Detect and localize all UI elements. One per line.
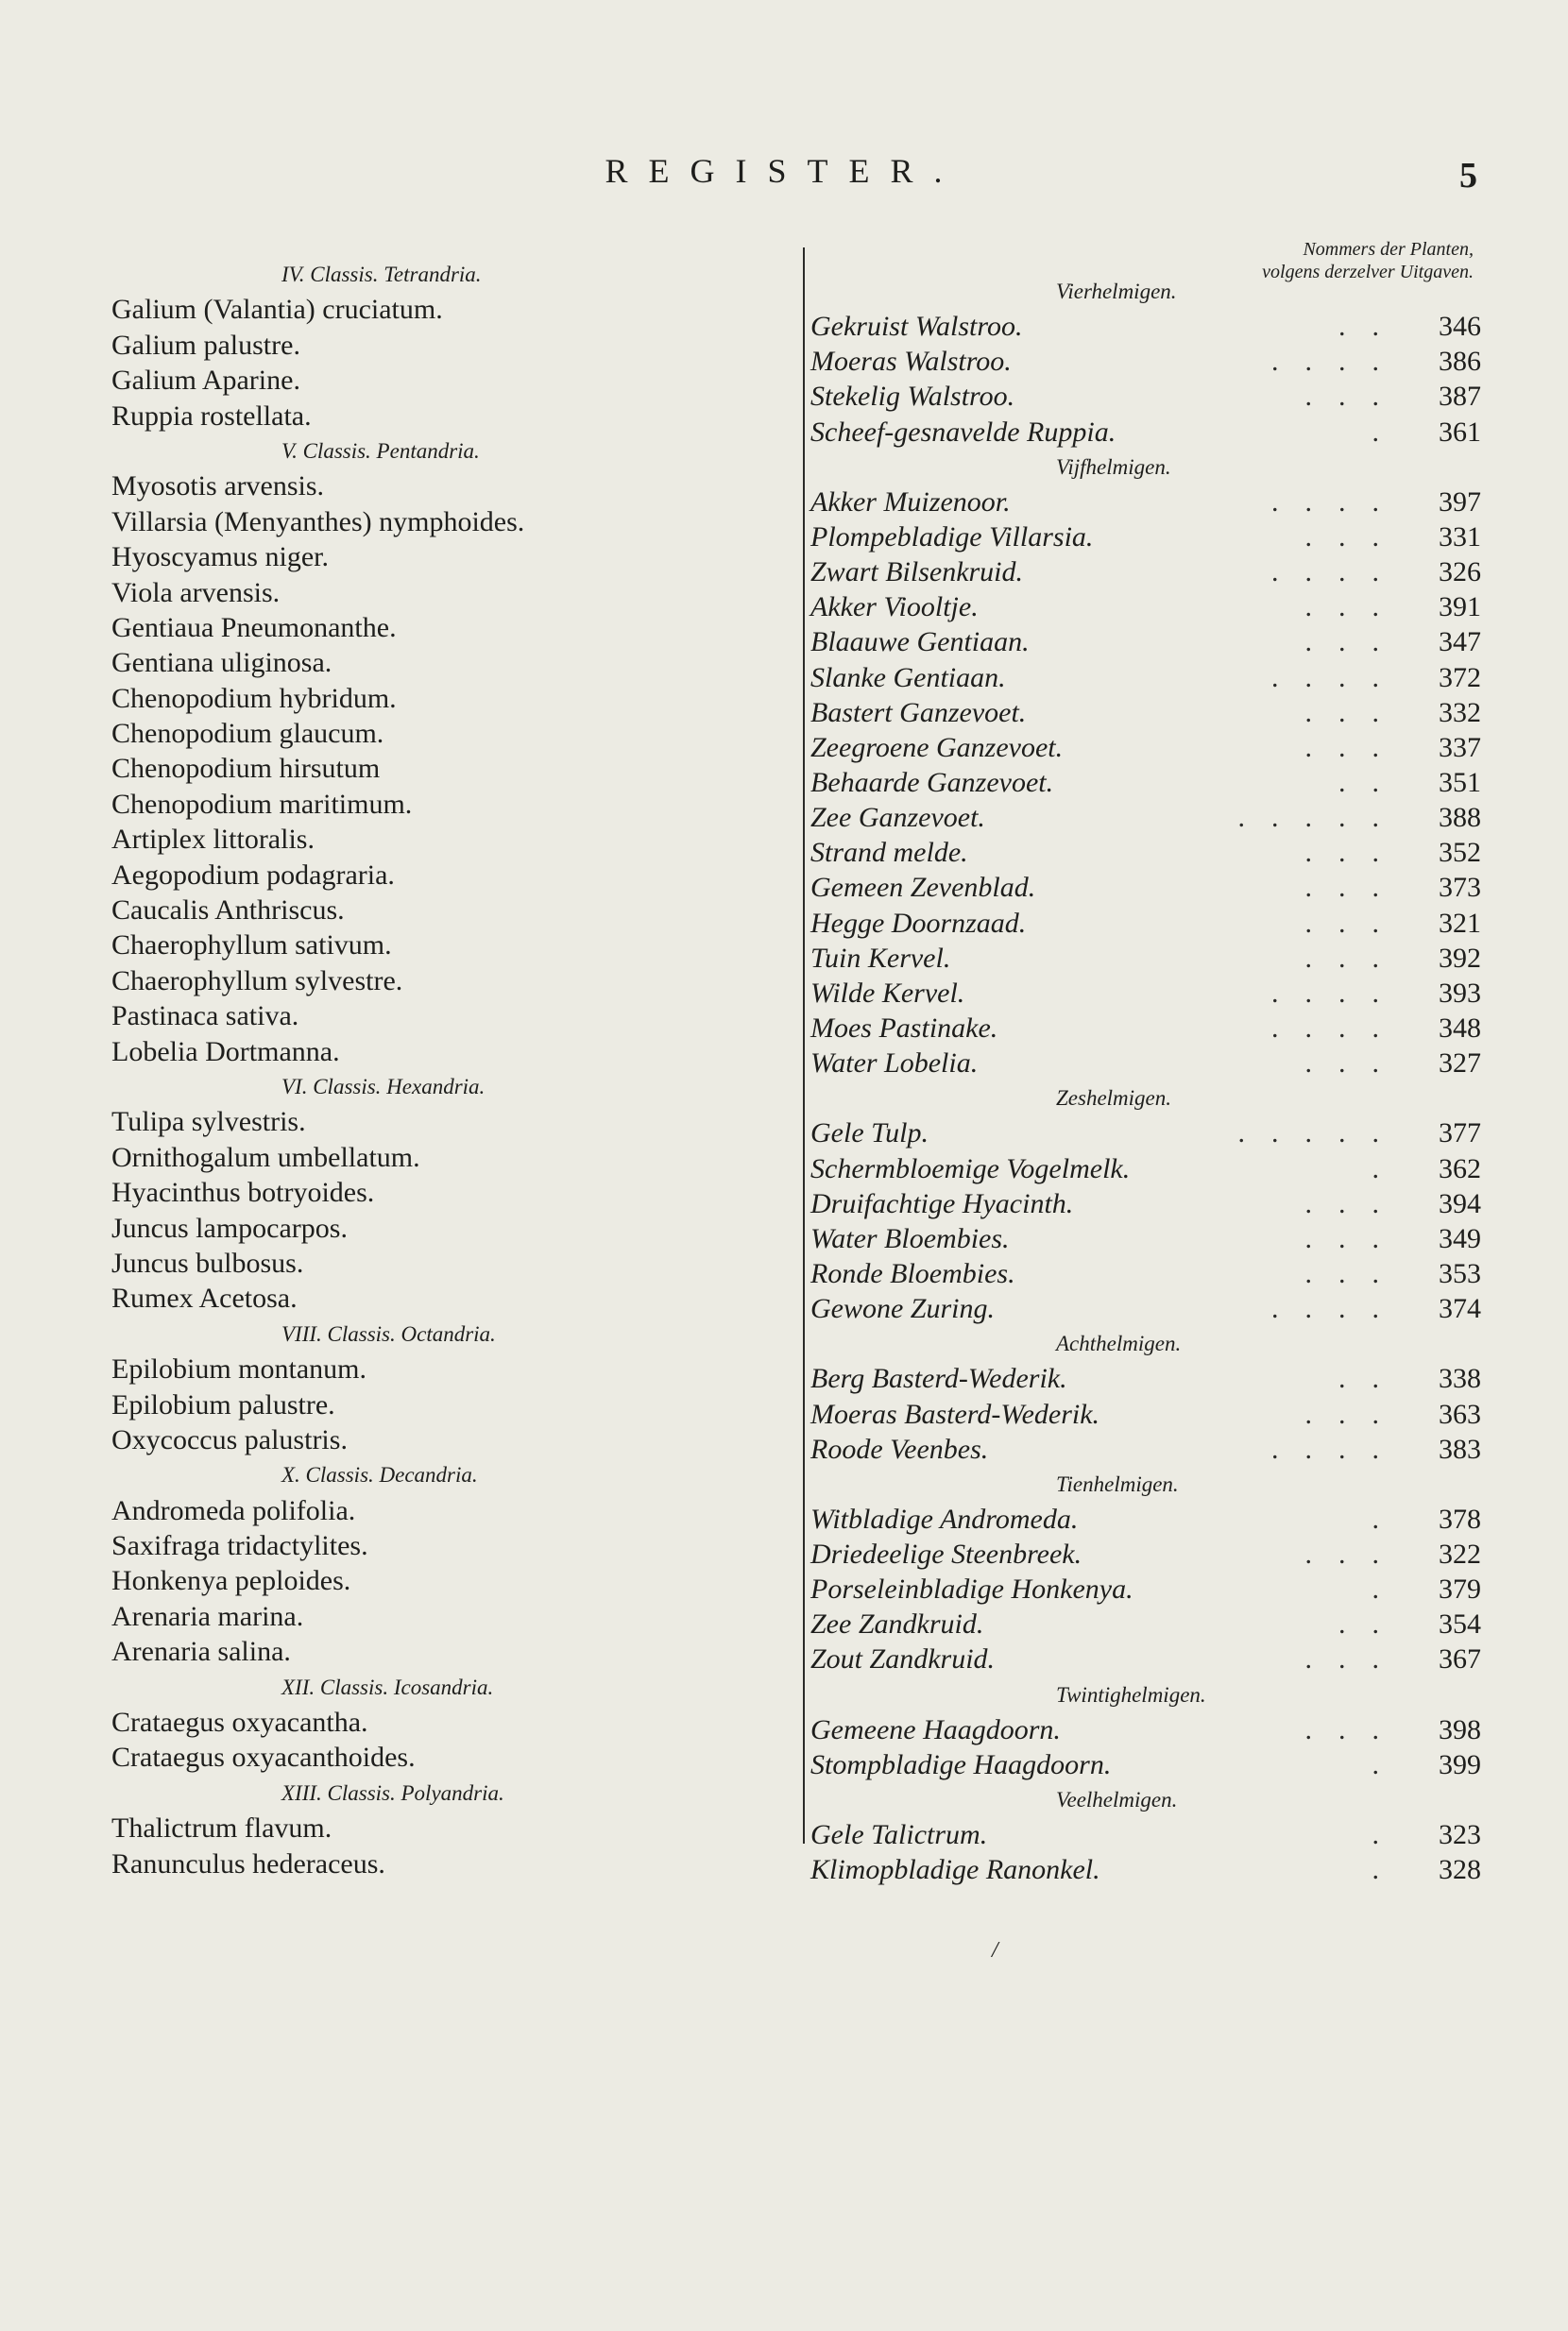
- leader-dots: ...: [1304, 731, 1406, 763]
- dutch-name: Driedeelige Steenbreek.: [810, 1539, 1082, 1571]
- group-heading: [810, 450, 1481, 485]
- plant-number: 391: [1439, 591, 1481, 623]
- list-item: [810, 906, 1481, 941]
- leader-dots: ...: [1304, 907, 1406, 939]
- list-item: [810, 624, 1481, 659]
- dutch-name: Gemeene Haagdoorn.: [810, 1713, 1061, 1745]
- latin-name: Gentiaua Pneumonanthe.: [111, 611, 397, 643]
- latin-name: Crataegus oxyacantha.: [111, 1707, 368, 1739]
- plant-number: 331: [1439, 520, 1481, 553]
- list-item: [111, 1634, 792, 1669]
- plant-number: 353: [1439, 1257, 1481, 1289]
- list-item: [111, 681, 792, 716]
- dutch-name: Witbladige Andromeda.: [810, 1503, 1079, 1535]
- list-item: [810, 554, 1481, 589]
- list-item: [810, 1642, 1481, 1676]
- leader-dots: ....: [1271, 346, 1406, 378]
- latin-name: Arenaria salina.: [111, 1636, 291, 1668]
- plant-number: 374: [1439, 1293, 1481, 1325]
- leader-dots: ...: [1304, 696, 1406, 728]
- plant-number: 373: [1439, 872, 1481, 904]
- list-item: [111, 1175, 792, 1210]
- plant-number: 361: [1439, 416, 1481, 448]
- list-item: [111, 468, 792, 503]
- plant-number: 393: [1439, 977, 1481, 1009]
- list-item: [810, 765, 1481, 800]
- plant-number: 348: [1439, 1012, 1481, 1044]
- latin-name: Thalictrum flavum.: [111, 1812, 332, 1845]
- group-heading: [810, 274, 1481, 309]
- dutch-name: Klimopbladige Ranonkel.: [810, 1854, 1100, 1886]
- list-item: [111, 716, 792, 751]
- dutch-name: Gele Tulp.: [810, 1117, 929, 1149]
- latin-name: Pastinaca sativa.: [111, 1000, 299, 1032]
- group-heading: [810, 1782, 1481, 1817]
- dutch-name: Tuin Kervel.: [810, 942, 951, 974]
- group-heading: [810, 1677, 1481, 1712]
- list-item: [111, 1493, 792, 1528]
- dutch-name: Wilde Kervel.: [810, 977, 965, 1009]
- list-item: [111, 645, 792, 680]
- list-item: [111, 858, 792, 893]
- dutch-name: Ronde Bloembies.: [810, 1257, 1015, 1289]
- latin-names-column: [111, 257, 792, 1881]
- plant-number: 386: [1439, 346, 1481, 378]
- plant-number: 363: [1439, 1398, 1481, 1430]
- plant-number: 323: [1439, 1819, 1481, 1851]
- dutch-name: Porseleinbladige Honkenya.: [810, 1574, 1133, 1606]
- list-item: [111, 1034, 792, 1069]
- plant-number: 388: [1439, 802, 1481, 834]
- leader-dots: ...: [1304, 1398, 1406, 1430]
- list-item: [111, 575, 792, 610]
- dutch-name: Zwart Bilsenkruid.: [810, 556, 1024, 588]
- list-item: [810, 870, 1481, 905]
- class-heading-text: VIII. Classis. Octandria.: [281, 1321, 496, 1346]
- leader-dots: .....: [1237, 802, 1406, 834]
- group-heading-text: Vijfhelmigen.: [1056, 454, 1171, 479]
- plant-number: 347: [1439, 626, 1481, 658]
- list-item: [810, 519, 1481, 554]
- leader-dots: ...: [1304, 1222, 1406, 1254]
- list-item: [111, 1281, 792, 1316]
- page-number: 5: [1459, 156, 1477, 196]
- latin-name: Ornithogalum umbellatum.: [111, 1141, 420, 1173]
- group-heading-text: Achthelmigen.: [1056, 1332, 1182, 1356]
- group-heading-text: Veelhelmigen.: [1056, 1788, 1178, 1812]
- leader-dots: ..: [1338, 1608, 1406, 1641]
- latin-name: Andromeda polifolia.: [111, 1494, 356, 1526]
- dutch-name: Behaarde Ganzevoet.: [810, 766, 1054, 798]
- list-item: [810, 1572, 1481, 1607]
- latin-name: Chenopodium hirsutum: [111, 753, 381, 785]
- dutch-name: Gewone Zuring.: [810, 1293, 995, 1325]
- leader-dots: ...: [1304, 520, 1406, 553]
- plant-number: 394: [1439, 1187, 1481, 1219]
- group-heading-text: Twintighelmigen.: [1056, 1682, 1206, 1707]
- plant-number: 378: [1439, 1503, 1481, 1535]
- list-item: [111, 787, 792, 822]
- latin-name: Chenopodium hybridum.: [111, 682, 397, 714]
- dutch-name: Plompebladige Villarsia.: [810, 520, 1094, 553]
- leader-dots: ...: [1304, 942, 1406, 974]
- group-heading: [810, 1467, 1481, 1502]
- list-item: [111, 1705, 792, 1740]
- list-item: [810, 1852, 1481, 1887]
- dutch-name: Gekruist Walstroo.: [810, 311, 1023, 343]
- dutch-name: Water Bloembies.: [810, 1222, 1010, 1254]
- latin-name: Galium palustre.: [111, 329, 300, 361]
- plant-number: 377: [1439, 1117, 1481, 1149]
- latin-name: Chenopodium glaucum.: [111, 718, 384, 750]
- list-item: [810, 1817, 1481, 1852]
- list-item: [810, 1011, 1481, 1046]
- list-item: [111, 399, 792, 434]
- list-item: [810, 1537, 1481, 1572]
- list-item: [810, 379, 1481, 414]
- leader-dots: .: [1372, 1503, 1406, 1535]
- leader-dots: ....: [1271, 556, 1406, 588]
- latin-name: Crataegus oxyacanthoides.: [111, 1742, 416, 1774]
- plant-number: 398: [1439, 1713, 1481, 1745]
- class-heading: [111, 257, 792, 292]
- latin-name: Oxycoccus palustris.: [111, 1423, 348, 1455]
- dutch-name: Zeegroene Ganzevoet.: [810, 731, 1064, 763]
- latin-name: Ranunculus hederaceus.: [111, 1847, 385, 1880]
- list-item: [810, 1397, 1481, 1432]
- latin-name: Myosotis arvensis.: [111, 470, 324, 502]
- list-item: [810, 800, 1481, 835]
- list-item: [111, 1528, 792, 1563]
- plant-number: 354: [1439, 1608, 1481, 1641]
- list-item: [111, 963, 792, 998]
- list-item: [111, 1811, 792, 1846]
- list-item: [111, 1387, 792, 1422]
- list-item: [810, 695, 1481, 730]
- list-item: [810, 1291, 1481, 1326]
- latin-name: Hyacinthus botryoides.: [111, 1177, 375, 1209]
- list-item: [111, 1563, 792, 1598]
- latin-name: Arenaria marina.: [111, 1600, 304, 1632]
- latin-name: Gentiana uliginosa.: [111, 647, 332, 679]
- list-item: [111, 1140, 792, 1175]
- class-heading-text: X. Classis. Decandria.: [281, 1463, 478, 1488]
- list-item: [111, 751, 792, 786]
- list-item: [810, 415, 1481, 450]
- list-item: [111, 893, 792, 927]
- leader-dots: ...: [1304, 837, 1406, 869]
- list-item: [810, 1256, 1481, 1291]
- group-heading: [810, 1326, 1481, 1361]
- dutch-name: Zout Zandkruid.: [810, 1643, 996, 1676]
- plant-number: 338: [1439, 1363, 1481, 1395]
- dutch-name: Zee Zandkruid.: [810, 1608, 984, 1641]
- latin-name: Ruppia rostellata.: [111, 400, 312, 432]
- latin-name: Epilobium palustre.: [111, 1388, 335, 1421]
- latin-name: Villarsia (Menyanthes) nymphoides.: [111, 505, 525, 537]
- list-item: [810, 309, 1481, 344]
- plant-number: 349: [1439, 1222, 1481, 1254]
- leader-dots: ..: [1338, 1363, 1406, 1395]
- latin-name: Artiplex littoralis.: [111, 824, 315, 856]
- list-item: [111, 1211, 792, 1246]
- list-item: [111, 1246, 792, 1281]
- list-item: [111, 292, 792, 327]
- leader-dots: ....: [1271, 485, 1406, 518]
- latin-name: Galium (Valantia) cruciatum.: [111, 294, 443, 326]
- list-item: [810, 1712, 1481, 1747]
- latin-name: Epilobium montanum.: [111, 1353, 366, 1386]
- dutch-name: Blaauwe Gentiaan.: [810, 626, 1030, 658]
- leader-dots: ....: [1271, 1433, 1406, 1465]
- plant-number: 332: [1439, 696, 1481, 728]
- dutch-name: Stompbladige Haagdoorn.: [810, 1748, 1112, 1780]
- latin-name: Galium Aparine.: [111, 365, 300, 397]
- leader-dots: ....: [1271, 1293, 1406, 1325]
- leader-dots: ...: [1304, 1713, 1406, 1745]
- list-item: [111, 822, 792, 857]
- list-item: [111, 927, 792, 962]
- group-heading-text: Zeshelmigen.: [1056, 1086, 1172, 1111]
- dutch-name: Zee Ganzevoet.: [810, 802, 985, 834]
- latin-name: Viola arvensis.: [111, 576, 281, 608]
- page-title: REGISTER.: [605, 152, 963, 190]
- list-item: [810, 941, 1481, 976]
- list-item: [111, 610, 792, 645]
- leader-dots: .: [1372, 1854, 1406, 1886]
- class-heading-text: XIII. Classis. Polyandria.: [281, 1780, 504, 1805]
- list-item: [111, 363, 792, 398]
- plant-number: 328: [1439, 1854, 1481, 1886]
- leader-dots: ...: [1304, 591, 1406, 623]
- plant-number: 383: [1439, 1433, 1481, 1465]
- leader-dots: ....: [1271, 1012, 1406, 1044]
- dutch-name: Stekelig Walstroo.: [810, 381, 1015, 413]
- right-column-heading-line2: volgens derzelver Uitgaven.: [1262, 262, 1474, 282]
- dutch-name: Schermbloemige Vogelmelk.: [810, 1152, 1131, 1184]
- leader-dots: ...: [1304, 1257, 1406, 1289]
- leader-dots: ...: [1304, 1187, 1406, 1219]
- group-heading: [810, 1080, 1481, 1115]
- latin-name: Juncus lampocarpos.: [111, 1212, 348, 1244]
- plant-number: 387: [1439, 381, 1481, 413]
- plant-number: 352: [1439, 837, 1481, 869]
- list-item: [111, 1104, 792, 1139]
- column-divider: [803, 247, 805, 1844]
- list-item: [810, 730, 1481, 765]
- list-item: [111, 1352, 792, 1387]
- dutch-name: Akker Muizenoor.: [810, 485, 1011, 518]
- leader-dots: .: [1372, 416, 1406, 448]
- list-item: [111, 1846, 792, 1881]
- class-heading: [111, 1457, 792, 1492]
- leader-dots: ..: [1338, 766, 1406, 798]
- list-item: [810, 976, 1481, 1011]
- dutch-name: Moeras Basterd-Wederik.: [810, 1398, 1100, 1430]
- leader-dots: ....: [1271, 661, 1406, 693]
- list-item: [810, 1607, 1481, 1642]
- leader-dots: ...: [1304, 872, 1406, 904]
- dutch-name: Druifachtige Hyacinth.: [810, 1187, 1074, 1219]
- list-item: [810, 660, 1481, 695]
- leader-dots: ...: [1304, 1047, 1406, 1080]
- dutch-name: Strand melde.: [810, 837, 968, 869]
- leader-dots: ....: [1271, 977, 1406, 1009]
- latin-name: Hyoscyamus niger.: [111, 541, 329, 573]
- list-item: [111, 1599, 792, 1634]
- plant-number: 322: [1439, 1539, 1481, 1571]
- latin-name: Chaerophyllum sativum.: [111, 929, 392, 961]
- list-item: [111, 539, 792, 574]
- latin-name: Chaerophyllum sylvestre.: [111, 964, 403, 996]
- list-item: [810, 1502, 1481, 1537]
- latin-name: Honkenya peploides.: [111, 1565, 351, 1597]
- leader-dots: ...: [1304, 1643, 1406, 1676]
- latin-name: Lobelia Dortmanna.: [111, 1035, 340, 1067]
- class-heading: [111, 1670, 792, 1705]
- class-heading-text: IV. Classis. Tetrandria.: [281, 263, 482, 286]
- leader-dots: ..: [1338, 311, 1406, 343]
- list-item: [810, 344, 1481, 379]
- plant-number: 362: [1439, 1152, 1481, 1184]
- class-heading-text: VI. Classis. Hexandria.: [281, 1074, 486, 1098]
- leader-dots: ...: [1304, 381, 1406, 413]
- leader-dots: .: [1372, 1748, 1406, 1780]
- leader-dots: .: [1372, 1574, 1406, 1606]
- plant-number: 326: [1439, 556, 1481, 588]
- class-heading: [111, 1776, 792, 1811]
- dutch-name: Hegge Doornzaad.: [810, 907, 1027, 939]
- dutch-name: Scheef-gesnavelde Ruppia.: [810, 416, 1116, 448]
- dutch-name: Akker Viooltje.: [810, 591, 979, 623]
- dutch-name: Bastert Ganzevoet.: [810, 696, 1027, 728]
- leader-dots: ...: [1304, 626, 1406, 658]
- plant-number: 379: [1439, 1574, 1481, 1606]
- latin-name: Chenopodium maritimum.: [111, 788, 413, 820]
- plant-number: 337: [1439, 731, 1481, 763]
- list-item: [111, 1422, 792, 1457]
- list-item: [111, 998, 792, 1033]
- list-item: [810, 485, 1481, 519]
- list-item: [810, 1361, 1481, 1396]
- leader-dots: .....: [1237, 1117, 1406, 1149]
- class-heading: [111, 1317, 792, 1352]
- plant-number: 397: [1439, 485, 1481, 518]
- leader-dots: .: [1372, 1152, 1406, 1184]
- plant-number: 321: [1439, 907, 1481, 939]
- latin-name: Saxifraga tridactylites.: [111, 1530, 368, 1562]
- class-heading: [111, 1069, 792, 1104]
- plant-number: 351: [1439, 766, 1481, 798]
- dutch-name: Gele Talictrum.: [810, 1819, 988, 1851]
- list-item: [111, 1740, 792, 1775]
- latin-name: Rumex Acetosa.: [111, 1283, 298, 1315]
- latin-name: Caucalis Anthriscus.: [111, 894, 345, 927]
- plant-number: 367: [1439, 1643, 1481, 1676]
- list-item: [810, 1747, 1481, 1782]
- page-header: [0, 142, 1568, 198]
- list-item: [111, 504, 792, 539]
- dutch-name: Roode Veenbes.: [810, 1433, 989, 1465]
- class-heading: [111, 434, 792, 468]
- plant-number: 399: [1439, 1748, 1481, 1780]
- list-item: [810, 1221, 1481, 1256]
- list-item: [810, 1186, 1481, 1221]
- footer-mark: /: [992, 1938, 998, 1963]
- list-item: [810, 1046, 1481, 1080]
- dutch-names-column: [810, 274, 1481, 1887]
- list-item: [810, 1151, 1481, 1186]
- latin-name: Juncus bulbosus.: [111, 1247, 304, 1279]
- plant-number: 327: [1439, 1047, 1481, 1080]
- group-heading-text: Vierhelmigen.: [1056, 280, 1177, 303]
- class-heading-text: XII. Classis. Icosandria.: [281, 1675, 494, 1699]
- dutch-name: Water Lobelia.: [810, 1047, 979, 1080]
- right-column-heading-line1: Nommers der Planten,: [1303, 239, 1474, 260]
- group-heading-text: Tienhelmigen.: [1056, 1472, 1179, 1496]
- leader-dots: .: [1372, 1819, 1406, 1851]
- dutch-name: Moeras Walstroo.: [810, 346, 1012, 378]
- plant-number: 392: [1439, 942, 1481, 974]
- plant-number: 346: [1439, 311, 1481, 343]
- dutch-name: Slanke Gentiaan.: [810, 661, 1006, 693]
- list-item: [111, 328, 792, 363]
- latin-name: Tulipa sylvestris.: [111, 1106, 306, 1138]
- list-item: [810, 835, 1481, 870]
- leader-dots: ...: [1304, 1539, 1406, 1571]
- list-item: [810, 1115, 1481, 1150]
- dutch-name: Moes Pastinake.: [810, 1012, 998, 1044]
- list-item: [810, 1432, 1481, 1467]
- list-item: [810, 589, 1481, 624]
- class-heading-text: V. Classis. Pentandria.: [281, 438, 480, 463]
- dutch-name: Gemeen Zevenblad.: [810, 872, 1036, 904]
- latin-name: Aegopodium podagraria.: [111, 859, 395, 891]
- dutch-name: Berg Basterd-Wederik.: [810, 1363, 1067, 1395]
- plant-number: 372: [1439, 661, 1481, 693]
